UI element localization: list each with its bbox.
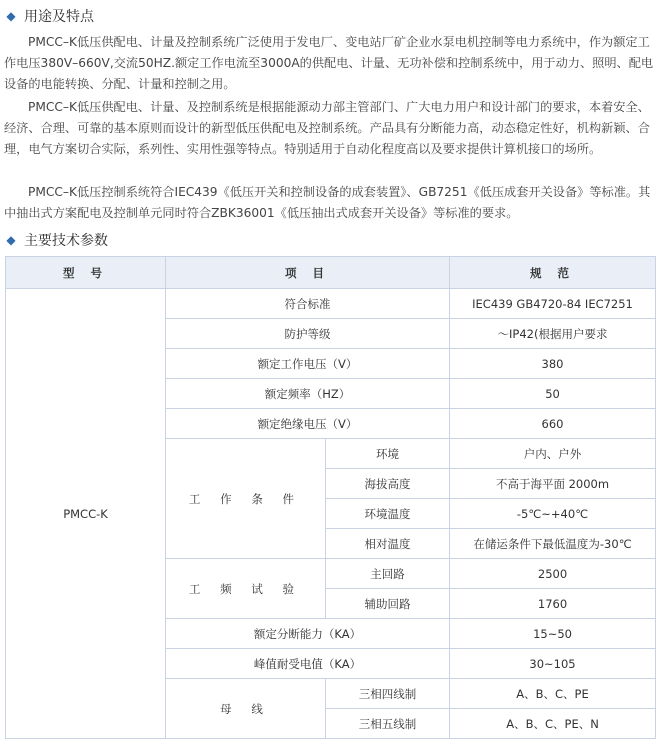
value-cell: 15~50 [450,619,656,649]
header-item: 项 目 [166,257,450,289]
paragraph: PMCC–K低压控制系统符合IEC439《低压开关和控制设备的成套装置》、GB7251《低压成套开关设备》等标准。其中抽出式方案配电及控制单元同时符合ZBK36001《低压抽出式成套开关设备》等标准的要求。 [4,185,651,220]
item-cell: 防护等级 [166,319,450,349]
tech-params-table [5,256,656,739]
header-spec: 规 范 [450,257,656,289]
section-title: 用途及特点 [24,9,94,25]
paragraph: PMCC–K低压供配电、计量、及控制系统是根据能源动力部主管部门、广大电力用户和设计部门的要求，本着安全、经济、合理、可靠的基本原则而设计的新型低压供配电及控制系统。产品具有分断能力高，动态稳定性好，机构新颖、合理，电气方案切合实际，系列性、实用性强等特点。特别适用于自动化程度高以及要求提供计算机接口的场所。 [4,100,650,156]
section-header-tech-params [4,229,108,251]
value-cell: 660 [450,409,656,439]
value-cell: 1760 [450,589,656,619]
value-cell: A、B、C、PE、N [450,709,656,739]
value-cell: IEC439 GB4720-84 IEC7251 [450,289,656,319]
group-label-power-freq-test: 工 频 试 验 [166,559,326,619]
value-cell: 30~105 [450,649,656,679]
value-cell: ～IP42(根据用户要求 [450,319,656,349]
value-cell: 户内、户外 [450,439,656,469]
sub-item-cell: 三相四线制 [326,679,450,709]
item-cell: 额定工作电压（V） [166,349,450,379]
item-cell: 符合标准 [166,289,450,319]
section-header-usage [4,5,94,27]
sub-item-cell: 海拔高度 [326,469,450,499]
value-cell: 50 [450,379,656,409]
diamond-bullet-icon: ◆ [6,233,16,247]
model-cell: PMCC-K [6,289,166,739]
group-label-work-conditions: 工 作 条 件 [166,439,326,559]
sub-item-cell: 主回路 [326,559,450,589]
item-cell: 额定分断能力（KA） [166,619,450,649]
diamond-bullet-icon: ◆ [6,9,16,23]
table-header-row [6,257,656,289]
value-cell: 380 [450,349,656,379]
sub-item-cell: 三相五线制 [326,709,450,739]
paragraph: PMCC–K低压供配电、计量及控制系统广泛使用于发电厂、变电站厂矿企业水泵电机控制等电力系统中，作为额定工作电压380V–660V,交流50HZ.额定工作电流至3000A的供配电、计量、无功补偿和控制系统中，用于动力、照明、配电设备的电能转换、分配、计量和控制之用。 [4,35,654,91]
value-cell: -5℃~+40℃ [450,499,656,529]
value-cell: A、B、C、PE [450,679,656,709]
header-model: 型 号 [6,257,166,289]
table-row [6,289,656,319]
sub-item-cell: 辅助回路 [326,589,450,619]
item-cell: 额定频率（HZ） [166,379,450,409]
group-label-busbar: 母 线 [166,679,326,739]
section-title: 主要技术参数 [24,233,108,249]
sub-item-cell: 相对温度 [326,529,450,559]
value-cell: 2500 [450,559,656,589]
sub-item-cell: 环境 [326,439,450,469]
sub-item-cell: 环境温度 [326,499,450,529]
value-cell: 在储运条件下最低温度为-30℃ [450,529,656,559]
item-cell: 额定绝缘电压（V） [166,409,450,439]
value-cell: 不高于海平面 2000m [450,469,656,499]
item-cell: 峰值耐受电值（KA） [166,649,450,679]
